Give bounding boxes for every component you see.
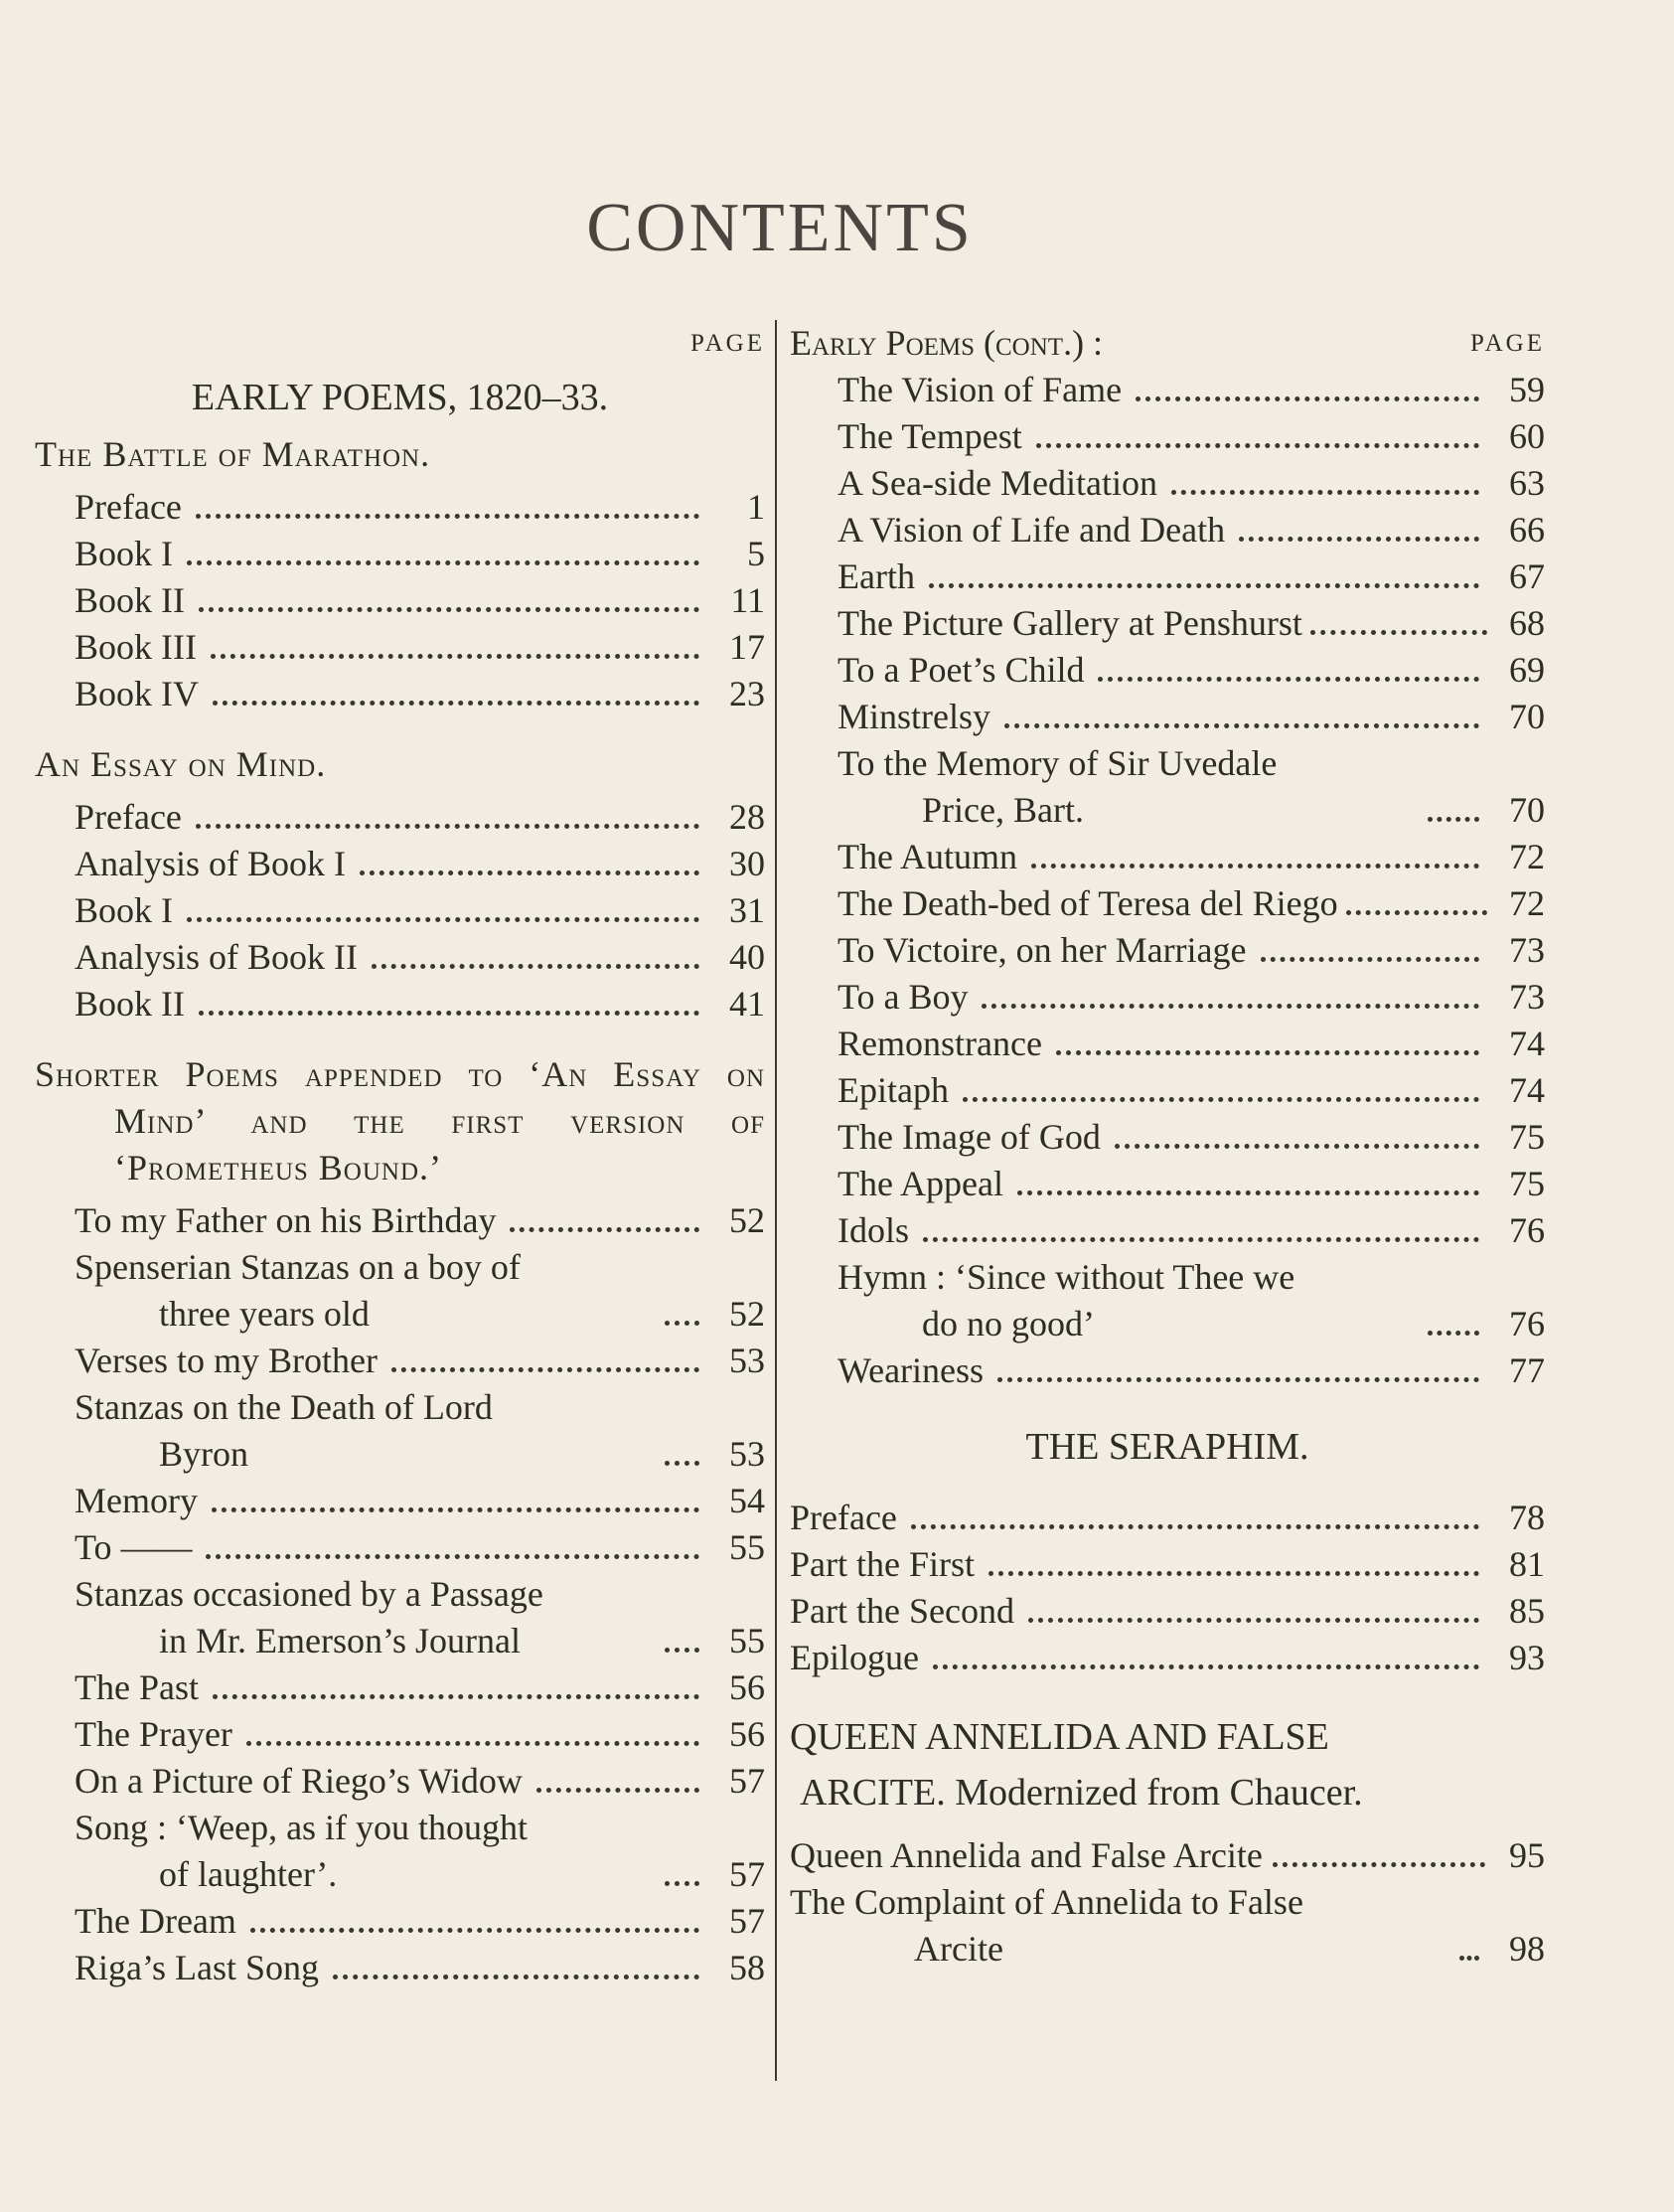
leader-dots [206, 1554, 699, 1559]
toc-entry[interactable]: The Past 56 [35, 1664, 765, 1711]
page-number: 30 [729, 844, 765, 883]
leader-dots [199, 1011, 699, 1016]
leader-dots [665, 1881, 699, 1886]
page-number: 55 [729, 1527, 765, 1567]
page-number: 70 [1509, 697, 1545, 736]
early-poems-cont-list [790, 367, 1545, 1394]
page-number: 72 [1509, 837, 1545, 876]
page-number: 56 [729, 1667, 765, 1707]
page-number: 57 [729, 1854, 765, 1894]
page-number: 85 [1509, 1591, 1545, 1631]
toc-entry[interactable]: Queen Annelida and False Arcite 95 [790, 1832, 1545, 1879]
toc-entry[interactable]: Verses to my Brother 53 [35, 1338, 765, 1384]
leader-dots [187, 917, 699, 922]
toc-entry[interactable]: Part the Second 85 [790, 1588, 1545, 1635]
toc-entry[interactable]: Idols 76 [790, 1207, 1545, 1254]
toc-entry[interactable]: To —— 55 [35, 1524, 765, 1571]
leader-dots [187, 560, 699, 565]
toc-entry[interactable]: Book III 17 [35, 624, 765, 671]
page-number: 23 [729, 674, 765, 713]
leader-dots [665, 1648, 699, 1653]
right-column-header [790, 320, 1545, 367]
page-number: 28 [729, 797, 765, 837]
leader-dots [372, 964, 699, 969]
toc-entry[interactable]: Stanzas occasioned by a Passage in Mr. Emerson’s Journal 55 [35, 1571, 765, 1664]
page-number: 67 [1509, 556, 1545, 596]
page-number: 69 [1509, 650, 1545, 690]
toc-entry[interactable]: The Vision of Fame 59 [790, 367, 1545, 413]
toc-entry[interactable]: Part the First 81 [790, 1541, 1545, 1588]
toc-entry[interactable]: The Death-bed of Teresa del Riego 72 [790, 880, 1545, 927]
page-number: 75 [1509, 1117, 1545, 1157]
leader-dots [982, 1004, 1479, 1009]
page-number: 78 [1509, 1498, 1545, 1537]
leader-dots [199, 607, 699, 612]
page-header: PAGE [1470, 330, 1545, 357]
leader-dots [997, 1377, 1479, 1382]
page-number: 66 [1509, 510, 1545, 550]
toc-entry[interactable]: To my Father on his Birthday 52 [35, 1197, 765, 1244]
leader-dots [1031, 864, 1479, 869]
page-number: 53 [729, 1434, 765, 1474]
column-divider [775, 320, 777, 2081]
toc-entry[interactable]: Book II 11 [35, 577, 765, 624]
toc-entry[interactable]: To the Memory of Sir Uvedale Price, Bart. 70 [790, 740, 1545, 834]
section-header-early-poems: EARLY POEMS, 1820–33. [191, 377, 609, 418]
section-title-essay: An Essay on Mind. [35, 744, 327, 784]
toc-entry[interactable]: To a Poet’s Child 69 [790, 647, 1545, 694]
page-number: 57 [729, 1761, 765, 1801]
toc-entry[interactable]: Book I 31 [35, 887, 765, 934]
toc-entry[interactable]: Memory 54 [35, 1478, 765, 1524]
section-title-shorter-poems: Shorter Poems appended to ‘An Essay on Mind’ and the first version of ‘Prometheus Bound.’ [35, 1054, 765, 1187]
page-number: 76 [1509, 1210, 1545, 1250]
page-number: 76 [1509, 1304, 1545, 1343]
page-number: 68 [1509, 603, 1545, 643]
toc-entry[interactable]: Epitaph 74 [790, 1067, 1545, 1114]
leader-dots [1310, 630, 1487, 635]
leader-dots [1239, 537, 1479, 542]
page-number: 5 [747, 534, 765, 573]
page-number: 73 [1509, 930, 1545, 970]
toc-entry[interactable]: Stanzas on the Death of Lord Byron 53 [35, 1384, 765, 1478]
page-number: 98 [1509, 1929, 1545, 1969]
leader-dots [1171, 490, 1479, 495]
toc-entry[interactable]: The Appeal 75 [790, 1161, 1545, 1207]
page-number: 52 [729, 1200, 765, 1240]
leader-dots [536, 1788, 699, 1793]
leader-dots [213, 701, 699, 706]
leader-dots [1459, 1956, 1479, 1961]
toc-entry[interactable]: The Prayer 56 [35, 1711, 765, 1758]
leader-dots [1115, 1144, 1479, 1149]
toc-entry[interactable]: To a Boy 73 [790, 974, 1545, 1021]
page-number: 11 [730, 580, 765, 620]
section-header-seraphim: THE SERAPHIM. [1025, 1426, 1309, 1468]
page-number: 59 [1509, 370, 1545, 409]
page-number: 73 [1509, 977, 1545, 1017]
toc-entry[interactable]: The Tempest 60 [790, 413, 1545, 460]
page-number: 75 [1509, 1164, 1545, 1203]
page-number: 40 [729, 937, 765, 977]
toc-entry[interactable]: Song : ‘Weep, as if you thought of laughter’. 57 [35, 1805, 765, 1898]
toc-entry[interactable]: Riga’s Last Song 58 [35, 1945, 765, 1991]
toc-entry[interactable]: Book I 5 [35, 531, 765, 577]
toc-entry[interactable]: Preface 28 [35, 794, 765, 841]
leader-dots [333, 1975, 699, 1979]
section-title-annelida [790, 1709, 1545, 1820]
section-title-marathon: The Battle of Marathon. [35, 434, 431, 474]
toc-entry[interactable]: Preface 78 [790, 1495, 1545, 1541]
page-number: 60 [1509, 416, 1545, 456]
leader-dots [1273, 1862, 1485, 1867]
page-number: 53 [729, 1341, 765, 1380]
leader-dots [1428, 817, 1479, 822]
page-number: 72 [1509, 883, 1545, 923]
leader-dots [1136, 396, 1479, 401]
leader-dots [911, 1524, 1479, 1529]
toc-entry[interactable]: Weariness 77 [790, 1347, 1545, 1394]
toc-entry[interactable]: Minstrelsy 70 [790, 694, 1545, 740]
page-number: 58 [729, 1948, 765, 1987]
left-column [35, 320, 765, 1991]
right-column [790, 320, 1545, 1973]
leader-dots [1004, 723, 1479, 728]
essay-list [35, 794, 765, 1027]
toc-entry[interactable]: Spenserian Stanzas on a boy of three years old 52 [35, 1244, 765, 1338]
page-number: 54 [729, 1481, 765, 1520]
page-number: 93 [1509, 1638, 1545, 1677]
leader-dots [1056, 1050, 1479, 1055]
toc-entry[interactable]: On a Picture of Riego’s Widow 57 [35, 1758, 765, 1805]
leader-dots [196, 824, 699, 829]
toc-entry[interactable]: The Dream 57 [35, 1898, 765, 1945]
leader-dots [665, 1461, 699, 1466]
toc-entry[interactable]: The Image of God 75 [790, 1114, 1545, 1161]
page-number: 57 [729, 1901, 765, 1941]
leader-dots [1098, 677, 1479, 682]
seraphim-list [790, 1495, 1545, 1681]
toc-entry[interactable]: Remonstrance 74 [790, 1021, 1545, 1067]
leader-dots [1028, 1618, 1479, 1623]
leader-dots [1346, 910, 1487, 915]
leader-dots [213, 1694, 699, 1699]
continued-header: Early Poems (cont.) : [790, 323, 1104, 363]
toc-entry[interactable]: Analysis of Book II 40 [35, 934, 765, 981]
page-number: 74 [1509, 1024, 1545, 1063]
page-number: 77 [1509, 1350, 1545, 1390]
leader-dots [211, 654, 699, 659]
leader-dots [1428, 1331, 1479, 1336]
toc-entry[interactable]: Earth 67 [790, 553, 1545, 600]
page-header: PAGE [690, 330, 765, 357]
marathon-list [35, 484, 765, 717]
leader-dots [989, 1571, 1479, 1576]
leader-dots [1017, 1190, 1479, 1195]
page-number: 70 [1509, 790, 1545, 830]
toc-entry[interactable]: A Sea-side Meditation 63 [790, 460, 1545, 507]
leader-dots [250, 1928, 699, 1933]
toc-entry[interactable]: A Vision of Life and Death 66 [790, 507, 1545, 553]
toc-entry[interactable]: The Autumn 72 [790, 834, 1545, 880]
leader-dots [933, 1664, 1479, 1669]
toc-entry[interactable]: Epilogue 93 [790, 1635, 1545, 1681]
leader-dots [1036, 443, 1479, 448]
leader-dots [510, 1227, 699, 1232]
toc-entry[interactable]: Book IV 23 [35, 671, 765, 717]
page-number: 41 [729, 984, 765, 1024]
page-number: 1 [747, 487, 765, 527]
leader-dots [1261, 957, 1479, 962]
page-number: 81 [1509, 1544, 1545, 1584]
annelida-list [790, 1832, 1545, 1973]
toc-entry[interactable]: The Picture Gallery at Penshurst 68 [790, 600, 1545, 647]
toc-entry[interactable]: The Complaint of Annelida to False Arcite 98 [790, 1879, 1545, 1973]
leader-dots [963, 1097, 1479, 1102]
leader-dots [391, 1367, 699, 1372]
page-number: 55 [729, 1621, 765, 1660]
leader-dots [929, 583, 1479, 588]
leader-dots [665, 1321, 699, 1326]
toc-entry[interactable]: Analysis of Book I 30 [35, 841, 765, 887]
page-number: 63 [1509, 463, 1545, 503]
page-number: 56 [729, 1714, 765, 1754]
page-number: 31 [729, 890, 765, 930]
toc-entry[interactable]: Preface 1 [35, 484, 765, 531]
shorter-poems-list [35, 1197, 765, 1991]
page-number: 95 [1509, 1835, 1545, 1875]
leader-dots [246, 1741, 699, 1746]
toc-entry[interactable]: Book II 41 [35, 981, 765, 1027]
page-title: CONTENTS [586, 190, 974, 266]
toc-entry[interactable]: To Victoire, on her Marriage 73 [790, 927, 1545, 974]
leader-dots [196, 514, 699, 519]
page-number: 74 [1509, 1070, 1545, 1110]
toc-entry[interactable]: Hymn : ‘Since without Thee we do no good’ 76 [790, 1254, 1545, 1347]
leader-dots [360, 870, 699, 875]
annelida-title-line2: ARCITE. Modernized from Chaucer. [800, 1772, 1363, 1814]
annelida-title-line1: QUEEN ANNELIDA AND FALSE [790, 1716, 1329, 1758]
leader-dots [923, 1237, 1479, 1242]
page-number: 17 [729, 627, 765, 667]
page-number: 52 [729, 1294, 765, 1334]
leader-dots [212, 1507, 699, 1512]
